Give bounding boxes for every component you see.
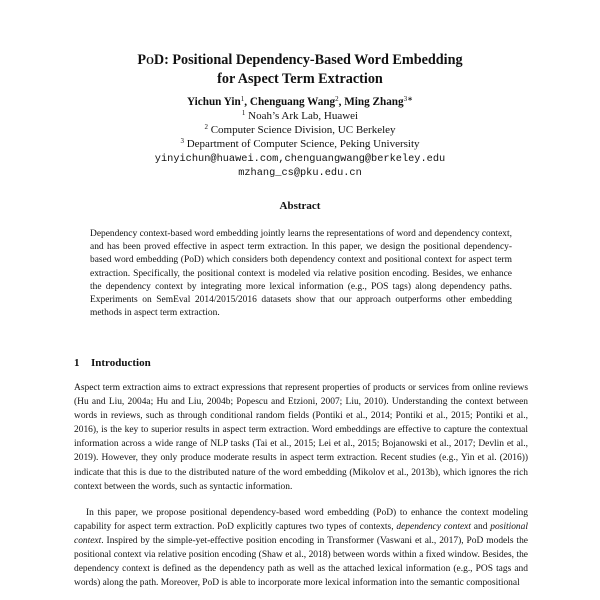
author-2-sup: 2 <box>335 95 339 103</box>
affiliation-1-sup: 1 <box>241 109 246 117</box>
affiliation-3-sup: 3 <box>180 137 184 145</box>
author-sep: , <box>244 96 250 108</box>
affiliation-2 <box>0 124 600 137</box>
section-number: 1 <box>74 357 80 369</box>
affiliation-1-text: Noah’s Ark Lab, Huawei <box>248 110 359 122</box>
para2-and: and <box>470 522 491 533</box>
affiliation-3-text: Department of Computer Science, Peking University <box>186 138 420 150</box>
para2-italic-2: positional context <box>74 522 528 547</box>
title-smallcap: o <box>146 52 154 68</box>
abstract-text: Dependency context-based word embedding jointly learns the representations of word and dependency context, and has been proved effective in aspect term extraction. In this paper, we design the positional dependency-based word embedding (PoD) which considers both dependency context and positional context for aspect term extraction. Specifically, the positional context is modeled via relative position encoding. Besides, we enhance the dependency context by integrating more lexical information (e.g., POS tags) along dependency paths. Experiments on SemEval 2014/2015/2016 datasets show that our approach outperforms other embedding methods in aspect term extraction. <box>90 229 512 319</box>
author-2: Chenguang Wang <box>249 96 336 108</box>
affiliation-2-text: Computer Science Division, UC Berkeley <box>210 124 396 136</box>
paper-title-line-2: for Aspect Term Extraction <box>217 71 383 87</box>
para2-text-2: . Inspired by the simple-yet-effective position encoding in Transformer (Vaswani et al., 2017), PoD models the positional context via relative position encoding (Shaw et al., 2018) between words within a fixed window. Besides, the dependency context is defined as the dependency path as well as the attached lexical information (e.g., POS tags and words) along the path. Moreover, PoD is able to incorporate more lexical information into the semantic compositional <box>74 536 528 589</box>
author-3: Ming Zhang <box>344 96 404 108</box>
email-line-2[interactable]: mzhang_cs@pku.edu.cn <box>238 167 362 179</box>
author-1: Yichun Yin <box>186 96 241 108</box>
title-rest: D: Positional Dependency-Based Word Embedding <box>153 52 463 68</box>
author-sep: , <box>338 96 345 108</box>
author-3-sup: 3∗ <box>403 95 413 103</box>
section-heading <box>74 357 151 369</box>
intro-paragraph-1: Aspect term extraction aims to extract expressions that represent properties of products or services from online reviews (Hu and Liu, 2004a; Hu and Liu, 2004b; Popescu and Etzioni, 2007; Liu, 2010). Understanding the context between words in reviews, such as through conditional random fields (Pontiki et al., 2014; Pontiki et al., 2015; Pontiki et al., 2016), is the key to superior results in aspect term extraction. Word embeddings are effective to capture the contextual information across a wide range of NLP tasks (Tai et al., 2015; Lei et al., 2015; Bojanowski et al., 2017; Devlin et al., 2019). However, they only produce moderate results in aspect term extraction. Recent studies (e.g., Yin et al. (2016)) indicate that this is due to the distributed nature of the word embedding (Mikolov et al., 2013b), which ignores the rich context between the words, such as syntactic information. <box>74 383 528 492</box>
author-list <box>0 96 600 109</box>
affiliation-2-sup: 2 <box>204 123 208 131</box>
paper-title-line-1 <box>0 51 600 70</box>
section-title: Introduction <box>91 357 151 369</box>
affiliation-1 <box>0 110 600 123</box>
intro-paragraph-2 <box>74 506 528 591</box>
title-lead: P <box>137 52 147 68</box>
author-1-sup: 1 <box>240 95 245 103</box>
para2-italic-1: dependency context <box>396 522 471 533</box>
abstract-heading: Abstract <box>279 200 321 212</box>
email-line-1[interactable]: yinyichun@huawei.com,chenguangwang@berkeley.edu <box>154 153 446 165</box>
affiliation-3 <box>0 138 600 151</box>
para2-text-1: In this paper, we propose positional dependency-based word embedding (PoD) to enhance the context modeling capability for aspect term extraction. PoD explicitly captures two types of contexts, <box>74 508 528 533</box>
